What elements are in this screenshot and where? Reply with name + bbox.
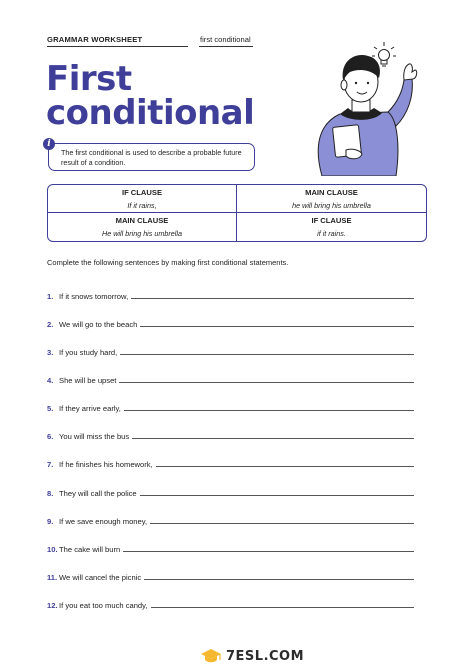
exercise-number: 6. (47, 432, 54, 441)
table-cell-header: IF CLAUSE (311, 216, 352, 225)
table-cell-value: He will bring his umbrella (102, 229, 182, 238)
table-cell (237, 185, 426, 213)
table-cell-value: If it rains, (127, 201, 157, 210)
header-divider-right (199, 46, 253, 47)
exercise-item (47, 373, 414, 385)
exercise-number: 12. (47, 601, 58, 610)
table-cell-value: he will bring his umbrella (292, 201, 371, 210)
exercise-text: If we save enough money, (59, 517, 148, 526)
exercise-item (47, 598, 414, 610)
exercise-text: If you study hard, (59, 348, 118, 357)
exercise-item (47, 514, 414, 526)
exercise-number: 4. (47, 376, 54, 385)
exercise-number: 5. (47, 404, 54, 413)
answer-line[interactable] (156, 466, 414, 467)
exercise-text: If he finishes his homework, (59, 460, 153, 469)
answer-line[interactable] (140, 495, 414, 496)
exercise-item (47, 570, 414, 582)
exercise-number: 2. (47, 320, 54, 329)
footer-brand: 7ESL.COM (226, 648, 305, 664)
answer-line[interactable] (131, 298, 414, 299)
answer-line[interactable] (132, 438, 414, 439)
answer-line[interactable] (151, 607, 414, 608)
table-cell (48, 185, 237, 213)
exercise-number: 11. (47, 573, 58, 582)
student-illustration (300, 38, 440, 176)
table-cell-header: MAIN CLAUSE (305, 188, 358, 197)
table-cell (48, 213, 237, 241)
exercise-number: 9. (47, 517, 54, 526)
exercise-text: The cake will burn (59, 545, 121, 554)
exercise-text: She will be upset (59, 376, 117, 385)
title-line-1: First (46, 59, 132, 99)
exercise-number: 3. (47, 348, 54, 357)
exercise-number: 10. (47, 545, 58, 554)
exercise-item (47, 457, 414, 469)
info-box (47, 139, 255, 171)
exercise-text: If you eat too much candy, (59, 601, 148, 610)
answer-line[interactable] (140, 326, 414, 327)
page-title (46, 59, 255, 133)
header-divider-left (47, 46, 188, 47)
table-cell-value: if it rains. (317, 229, 346, 238)
info-icon: i (43, 138, 55, 150)
conditional-table (47, 184, 427, 242)
exercise-text: We will go to the beach (59, 320, 138, 329)
exercise-text: If it snows tomorrow, (59, 292, 129, 301)
graduation-cap-icon (200, 648, 222, 664)
header-left: GRAMMAR WORKSHEET (47, 35, 143, 44)
exercise-text: They will call the police (59, 489, 137, 498)
exercise-number: 1. (47, 292, 54, 301)
answer-line[interactable] (150, 523, 414, 524)
table-cell-header: IF CLAUSE (121, 188, 163, 197)
answer-line[interactable] (144, 579, 414, 580)
exercise-item (47, 289, 414, 301)
answer-line[interactable] (124, 410, 414, 411)
exercise-item (47, 401, 414, 413)
exercise-text: We will cancel the picnic (59, 573, 142, 582)
exercise-text: If they arrive early, (59, 404, 121, 413)
exercise-item (47, 486, 414, 498)
instructions: Complete the following sentences by making first conditional statements. (47, 258, 289, 267)
exercise-number: 8. (47, 489, 54, 498)
footer-logo[interactable] (200, 648, 304, 664)
exercise-item (47, 429, 414, 441)
exercise-text: You will miss the bus (59, 432, 130, 441)
answer-line[interactable] (120, 354, 414, 355)
info-text: The first conditional is used to describe a probable future result of a condition. (61, 148, 242, 167)
table-cell (237, 213, 426, 241)
header-right: first conditional (200, 35, 251, 44)
answer-line[interactable] (119, 382, 414, 383)
table-cell-header: MAIN CLAUSE (115, 216, 169, 225)
exercise-number: 7. (47, 460, 54, 469)
exercise-item (47, 317, 414, 329)
exercise-item (47, 542, 414, 554)
answer-line[interactable] (123, 551, 414, 552)
title-line-2: conditional (46, 93, 255, 133)
exercise-item (47, 345, 414, 357)
